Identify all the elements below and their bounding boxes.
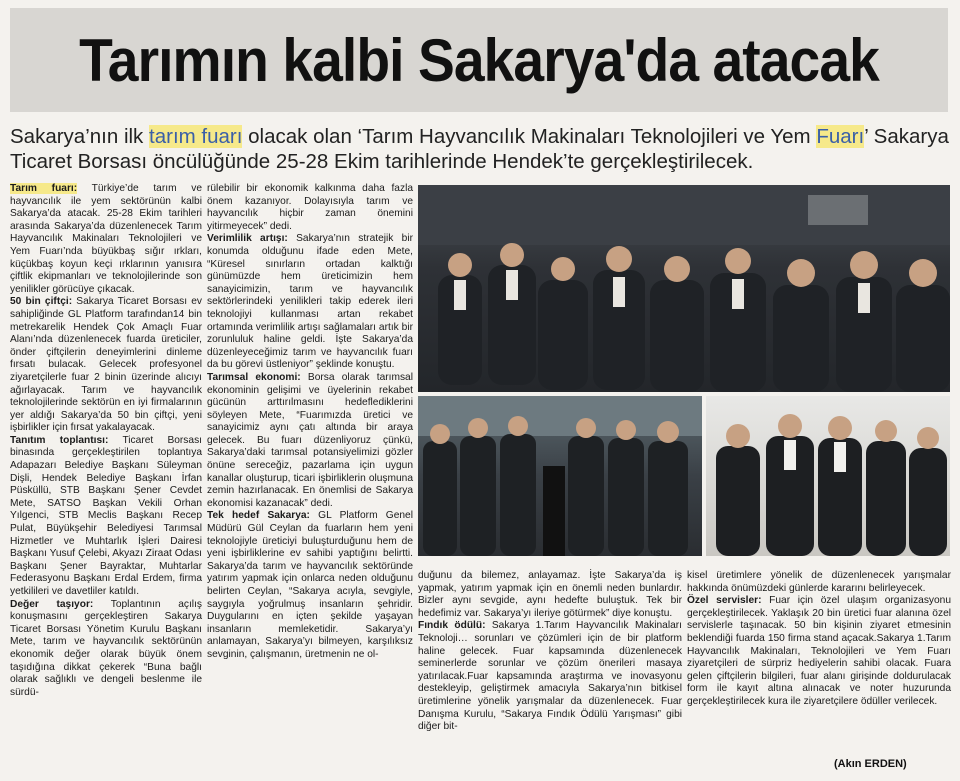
paragraph	[10, 183, 202, 296]
paragraph-text: Fuar için özel ulaşım organizasyonu gerçekleştirilecek. Yaklaşık 20 bin üretici fuar alanına özel servislerle taşınacak. 50 bin kişinin ziyaret etmesinin beklendiği fuarda 150 firma stand açacak.Sakarya 1.Tarım Hayvancılık Makinaları, Teknolojileri ve Yem Fuarı ziyaretçileri de sürpriz hediyelerin sahibi olacak. Fuara gelen çiftçilerin bilgileri, fuar alanı girişinde doldurulacak form ile kayıt altına alınacak ve noter huzurunda gerçekleştirilecek kura ile ziyaretçilere ödüller verilecek.	[687, 595, 952, 707]
subheading: Tek hedef Sakarya:	[207, 510, 310, 522]
article-column-4	[687, 570, 951, 709]
headline-banner	[10, 8, 948, 112]
subheading: Fındık ödülü:	[418, 620, 486, 632]
paragraph-text: Türkiye’de tarım ve hayvancılık ile yem sektörünün kalbi Sakarya’da atacak. 25-28 Ekim tarihleri arasında Sakarya’da düzenlenecek Tarım Hayvancılık Makinaları Teknolojileri ve Yem Fuarı’nda büyükbaş sığır ırkları, küçükbaş koyun keçi ırklarının yanısıra çiftlik ekipmanları ve teknolojilerinde son yenilikler görücüye çıkacak.	[10, 183, 202, 295]
subheading: Verimlilik artışı:	[207, 233, 288, 245]
paragraph-text: Sakarya Ticaret Borsası ev sahipliğinde GL Platform tarafından14 bin metrekarelik Hendek Çok Amaçlı Fuar Alanı’nda düzenlenecek fuarda üreticiler, önder çiftçilerin deneyimlerini dinleme fırsatı bulacak. Gelecek profesyonel ziyaretçilerle fuar 2 binin üzerinde alıcıyı ağırlayacak. Tarım ve hayvancılık teknolojilerinde sektörün en iyi firmalarının yer aldığı Sakarya’da 50 bin çiftçi, yeni işbirlikler için fırsat yakalayacak.	[10, 296, 202, 434]
subheading: Özel servisler:	[687, 595, 762, 607]
photo-group-standing	[418, 396, 702, 556]
lead-text-2: olacak olan ‘Tarım Hayvancılık Makinaları Teknolojileri ve Yem	[242, 125, 817, 148]
photo-officials	[706, 396, 950, 556]
paragraph-text: GL Platform Genel Müdürü Gül Ceylan da fuarların hem yeni teknolojiyle üreticiyi buluşturduğunu hem de yeni işbirliklerine ev sahibi yaptığını belirtti. Sakarya’da tarım ve hayvancılık sektöründe yatırım yapmak için onlarca neden olduğunu belirten Ceylan, “Sakarya acıyla, sevgiyle, saygıyla yoğrulmuş insanların şehridir. Duygularını en içten şekilde yaşayan insanların memleketidir. Sakarya’yı anlamayan, Sakarya’yı bilmeyen, karşılıksız sevginin, çalışmanın, üretmenin ne ol-	[207, 510, 413, 660]
paragraph-text: Ticaret Borsası binasında gerçekleştirilen toplantıya Adapazarı Belediye Başkanı Süleyman Dişli, Hendek Belediye Başkanı İrfan Püsküllü, STB Başkanı Şener Cevdet Mete, SATSO Başkan Vekili Orhan Yılgenci, STB Meclis Başkanı Recep Pulat, Büyükşehir Belediyesi Tarımsal Hizmetler ve Muhtarlık İşleri Dairesi Başkanı Yusuf Çelebi, Akyazı Ziraat Odası Başkanı Şener Bayraktar, Muhtarlar Federasyonu Başkanı Erdal Erdem, firma yetkilileri ve davetliler katıldı.	[10, 434, 202, 597]
article-column-2	[207, 183, 413, 662]
paragraph	[10, 296, 202, 435]
subheading: Tarımsal ekonomi:	[207, 371, 301, 383]
lead-highlight-1: tarım fuarı	[149, 125, 243, 148]
paragraph	[10, 435, 202, 599]
subheading: Tarım fuarı:	[10, 183, 78, 194]
paragraph	[207, 233, 413, 372]
photo-audience	[418, 185, 950, 392]
paragraph: duğunu da bilemez, anlayamaz. İşte Sakarya’da iş yapmak, yatırım yapmak için en önemli neden bunlardır. Bizler aynı sevgide, aynı hedefte buluştuk. Tek bir hedefimiz var. Sakarya’yı ileriye götürmek” diye konuştu.	[418, 570, 682, 619]
paragraph	[10, 599, 202, 700]
photo-officials-drawing	[706, 396, 950, 556]
paragraph	[687, 595, 951, 708]
paragraph	[207, 510, 413, 661]
paragraph	[207, 372, 413, 511]
lead-highlight-2: Fuarı	[816, 125, 865, 148]
author-credit: (Akın ERDEN)	[834, 758, 907, 770]
paragraph: kisel üretimlere yönelik de düzenlenecek yarışmalar hakkında önümüzdeki günlerde kararını belirleyecek.	[687, 570, 951, 594]
paragraph-text: Sakarya 1.Tarım Hayvancılık Makinaları Teknoloji… sorunları ve çözümleri için de bir platform haline gelecek. Fuar kapsamında düzenlenecek seminerlerde sorunlar ve çözüm önerileri masaya yatırılacak.Fuar kapsamında araştırma ve inovasyonu destekleyip, geliştirmek amacıyla Sakarya’nın bitkisel üretimlerine yönelik yarışmalar da düzenlenecek. Fuar Danışma Kurulu, “Sakarya Fındık Ödülü Yarışması” gibi diğer bit-	[418, 620, 682, 733]
photo-audience-drawing	[418, 185, 950, 392]
lead-text-1: Sakarya’nın ilk	[10, 125, 150, 148]
lead-paragraph	[10, 124, 950, 174]
subheading: Tanıtım toplantısı:	[10, 434, 109, 446]
paragraph	[418, 620, 682, 733]
article-column-3	[418, 570, 682, 734]
photo-group-drawing	[418, 396, 702, 556]
paragraph: rülebilir bir ekonomik kalkınma daha fazla önem kazanıyor. Dolayısıyla tarım ve hayvancılık hiçbir zaman önemini yitirmeyecek” dedi.	[207, 183, 413, 232]
paragraph-text: Sakarya’nın stratejik bir konumda olduğunu ifade eden Mete, “Küresel sınırların ortadan kalktığı günümüzde hem üreticimizin hem sanayicimizin, tarım ve hayvancılık sektörlerindeki yenilikleri takip ederek ileri teknolojiyi kullanması artan rekabet ortamında verimlilik artışı sağlamaları artık bir zorunluluk haline geldi. İşte Sakarya’da düzenleyeceğimiz tarım ve hayvancılık fuarı da bu görevi üstleniyor” şeklinde konuştu.	[207, 233, 413, 371]
article-column-1	[10, 183, 202, 699]
subheading: Değer taşıyor:	[10, 598, 94, 610]
paragraph-text: Toplantının açılış konuşmasını gerçekleştiren Sakarya Ticaret Borsası Yönetim Kurulu Başkanı Mete, tarım ve hayvancılık sektörünün ekonomik değer olarak büyük önem taşıdığına dikkat çekerek “Buna bağlı olarak sağlıklı ve dengeli beslenme ile sürdü-	[10, 598, 202, 698]
paragraph-text: Borsa olarak tarımsal ekonominin gelişimi ve üyelerinin rekabet gücünün arttırılmasını hedeflediklerini söyleyen Mete, “Fuarımızda üretici ve sanayicimiz aynı çatı altında bir araya gelecek. Bu fuarı düzenliyoruz çünkü, Sakarya’daki tarımsal potansiyelimizi gözler önüne sereceğiz, pazarlama için uygun kanallar oluşturup, ticari işbirliklerin oluşmuna zemin hazırlanacak. En önemlisi de Sakarya ekonomisi kazanacak” dedi.	[207, 371, 413, 509]
subheading: 50 bin çiftçi:	[10, 296, 73, 308]
headline: Tarımın kalbi Sakarya'da atacak	[79, 26, 879, 94]
lead-text-3: ’ Sakarya Ticaret Borsası öncülüğünde 25-28 Ekim tarihlerinde Hendek’te gerçekleştirilecek.	[10, 125, 949, 173]
